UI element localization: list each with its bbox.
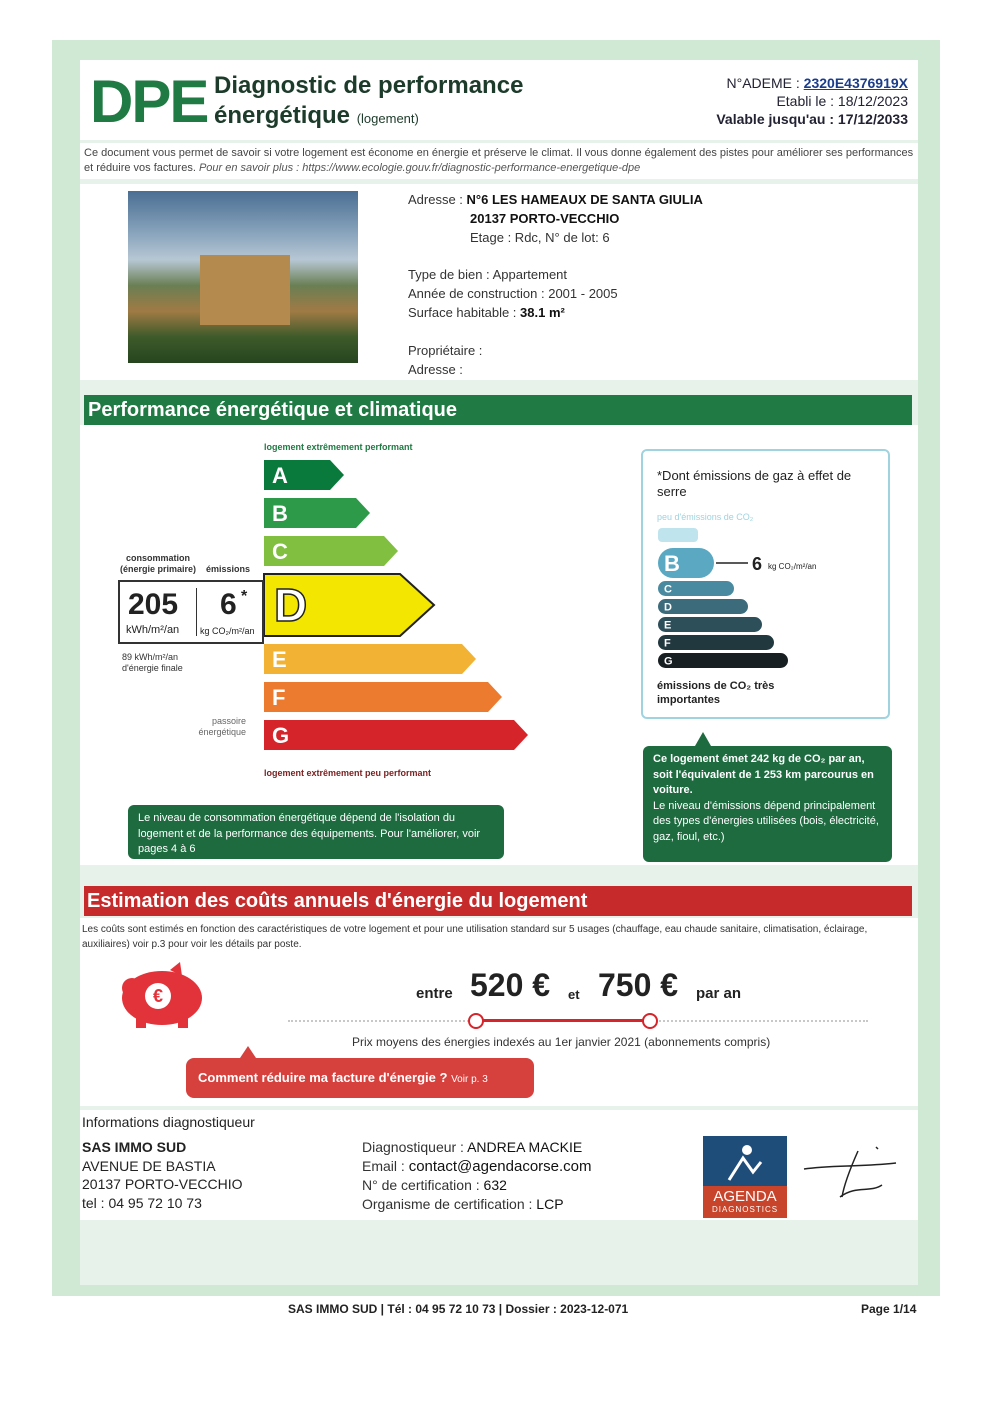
established-date: Etabli le : 18/12/2023 (776, 93, 908, 109)
intro-text (80, 143, 918, 179)
ademe-link[interactable]: 2320E4376919X (803, 75, 908, 91)
values-divider (196, 588, 197, 636)
title-suffix: (logement) (356, 111, 419, 126)
ges-title: *Dont émissions de gaz à effet de serre (657, 468, 852, 499)
ges-class-f (658, 635, 774, 650)
diagnostician-details (362, 1138, 592, 1214)
svg-text:€: € (152, 986, 164, 1006)
ges-note (643, 746, 892, 862)
company-name: SAS IMMO SUD (82, 1139, 187, 1155)
address-line3: Etage : Rdc, N° de lot: 6 (470, 230, 610, 245)
page-number: Page 1/14 (861, 1302, 917, 1316)
diagnostician-company-block (82, 1138, 243, 1212)
energy-scale (262, 458, 534, 770)
energy-class-label-d: D (274, 579, 308, 631)
passoire-label: passoire énergétique (198, 716, 246, 737)
address-line1: N°6 LES HAMEAUX DE SANTA GIULIA (466, 192, 703, 207)
cost-per-year: par an (696, 985, 742, 1002)
reduce-ref: Voir p. 3 (451, 1074, 488, 1085)
cost-high: 750 € (598, 967, 679, 1003)
ges-value: 6 (752, 554, 763, 574)
ges-note-tail (695, 732, 711, 746)
emissions-unit: kg CO₂/m²/an (200, 626, 255, 636)
diag-email-value[interactable]: contact@agendacorse.com (408, 1158, 592, 1175)
property-details (408, 265, 618, 322)
address-label: Adresse : (408, 192, 463, 207)
reduce-tail (240, 1046, 256, 1058)
valid-until: Valable jusqu'au : 17/12/2033 (716, 111, 908, 127)
surface-value: 38.1 m² (520, 305, 565, 320)
footer-text: SAS IMMO SUD | Tél : 04 95 72 10 73 | Dossier : 2023-12-071 (288, 1302, 629, 1316)
ges-class-label-f: F (664, 637, 671, 650)
final-energy: 89 kWh/m²/an d'énergie finale (122, 652, 183, 673)
company-street: AVENUE DE BASTIA (82, 1157, 216, 1174)
energy-top-label: logement extrêmement performant (264, 442, 413, 452)
ges-class-label-c: C (664, 583, 672, 596)
year-label: Année de construction : (408, 286, 545, 301)
energy-class-label-f: F (272, 685, 286, 710)
reduce-cta: Comment réduire ma facture d'énergie ? (198, 1070, 448, 1085)
ademe-label: N°ADEME : (726, 75, 800, 91)
piggy-bank-icon (110, 962, 210, 1030)
ges-class-label-b: B (664, 551, 680, 576)
diag-cert-value: 632 (483, 1177, 507, 1193)
title-word: énergétique (214, 102, 351, 129)
ges-class-label-g: G (664, 655, 673, 668)
energy-class-label-e: E (272, 647, 287, 672)
agenda-logo-mark (723, 1142, 767, 1182)
intro-link[interactable]: Pour en savoir plus : https://www.ecologie.gouv.fr/diagnostic-performance-energetique-dpe (198, 162, 641, 174)
costs-title: Estimation des coûts annuels d'énergie du logement (84, 886, 912, 916)
energy-values-box (118, 580, 264, 644)
ges-top-label: peu d'émissions de CO₂ (657, 512, 754, 522)
consumption-unit: kWh/m²/an (126, 624, 180, 636)
ges-note-bold: Ce logement émet 242 kg de CO₂ par an, soit l'équivalent de 1 253 km parcourus en voiture. (653, 753, 874, 796)
energy-class-label-b: B (272, 501, 288, 526)
energy-class-e (264, 644, 476, 674)
emissions-label: émissions (206, 564, 251, 574)
energy-class-label-a: A (272, 463, 288, 488)
ges-class-a (658, 528, 698, 542)
energy-class-label-g: G (272, 723, 290, 748)
consumption-label: consommation (énergie primaire) (119, 553, 197, 574)
emissions-value: 6 (220, 588, 237, 621)
owner-block (408, 341, 482, 379)
year-value: 2001 - 2005 (548, 286, 618, 301)
owner-label: Propriétaire : (408, 343, 483, 358)
diagnostician-title: Informations diagnostiqueur (82, 1114, 255, 1130)
ges-class-e (658, 617, 762, 632)
emissions-star: * (241, 588, 248, 605)
diag-email-label: Email : (362, 1158, 405, 1174)
consumption-value: 205 (128, 588, 179, 621)
ges-bottom-label: émissions de CO₂ très importantes (657, 680, 775, 706)
ges-class-g (658, 653, 788, 668)
cost-low: 520 € (470, 967, 551, 1003)
address-line2: 20137 PORTO-VECCHIO (470, 211, 620, 226)
cost-low-marker (468, 1013, 484, 1029)
signature (800, 1145, 900, 1205)
page-title: Diagnostic de performance (214, 72, 524, 99)
costs-description: Les coûts sont estimés en fonction des caractéristiques de votre logement et pour une utilisation standard sur 5 usages (chauffage, eau chaude sanitaire, climatisation, éclairage, auxiliaires) voir p.3 pour voir les détails par poste. (82, 924, 868, 950)
diag-org-value: LCP (536, 1196, 564, 1212)
ges-note-body: Le niveau d'émissions dépend principalement des types d'énergies utilisées (bois, électricité, gaz, fioul, etc.) (653, 799, 879, 843)
agenda-logo-subtext: DIAGNOSTICS (711, 1205, 779, 1214)
cost-and: et (568, 987, 580, 1002)
ges-class-label-d: D (664, 601, 672, 614)
company-city: 20137 PORTO-VECCHIO (82, 1176, 243, 1192)
type-value: Appartement (492, 267, 568, 282)
energy-note: Le niveau de consommation énergétique dépend de l'isolation du logement et de la performance des équipements. Pour l'améliorer, voir pages 4 à 6 (128, 805, 504, 859)
energy-class-g (264, 720, 528, 750)
intro-body: Ce document vous permet de savoir si votre logement est économe en énergie et préserve le climat. Il vous donne également des pistes pour améliorer ses performances et réduire vos factures. (84, 147, 914, 174)
ges-class-label-e: E (664, 619, 672, 632)
agenda-logo (703, 1136, 787, 1218)
cost-range-bar (476, 1019, 650, 1022)
ademe-line (716, 74, 908, 92)
address-block (408, 190, 703, 247)
page-title-line2 (214, 102, 419, 133)
diag-name-label: Diagnostiqueur : (362, 1139, 464, 1155)
cost-between: entre (416, 985, 453, 1002)
diag-org-label: Organisme de certification : (362, 1196, 533, 1212)
ges-unit: kg CO₂/m²/an (768, 562, 817, 571)
surface-label: Surface habitable : (408, 305, 517, 320)
owner-address-label: Adresse : (408, 362, 463, 377)
dpe-logo: DPE (90, 68, 208, 135)
property-photo-house (200, 255, 290, 325)
company-phone: tel : 04 95 72 10 73 (82, 1194, 202, 1211)
type-label: Type de bien : (408, 267, 490, 282)
diag-name-value: ANDREA MACKIE (467, 1139, 583, 1155)
agenda-logo-text: AGENDA (713, 1188, 777, 1205)
cost-high-marker (642, 1013, 658, 1029)
energy-class-f (264, 682, 502, 712)
energy-bottom-label: logement extrêmement peu performant (264, 768, 432, 778)
reduce-bill-button[interactable] (186, 1058, 534, 1098)
ademe-block (716, 74, 908, 128)
diag-cert-label: N° de certification : (362, 1177, 480, 1193)
legal-fineprint (80, 1222, 918, 1254)
energy-class-label-c: C (272, 539, 288, 564)
prices-note: Prix moyens des énergies indexés au 1er janvier 2021 (abonnements compris) (352, 1035, 771, 1049)
performance-title: Performance énergétique et climatique (84, 395, 912, 425)
ges-scale (656, 528, 886, 678)
